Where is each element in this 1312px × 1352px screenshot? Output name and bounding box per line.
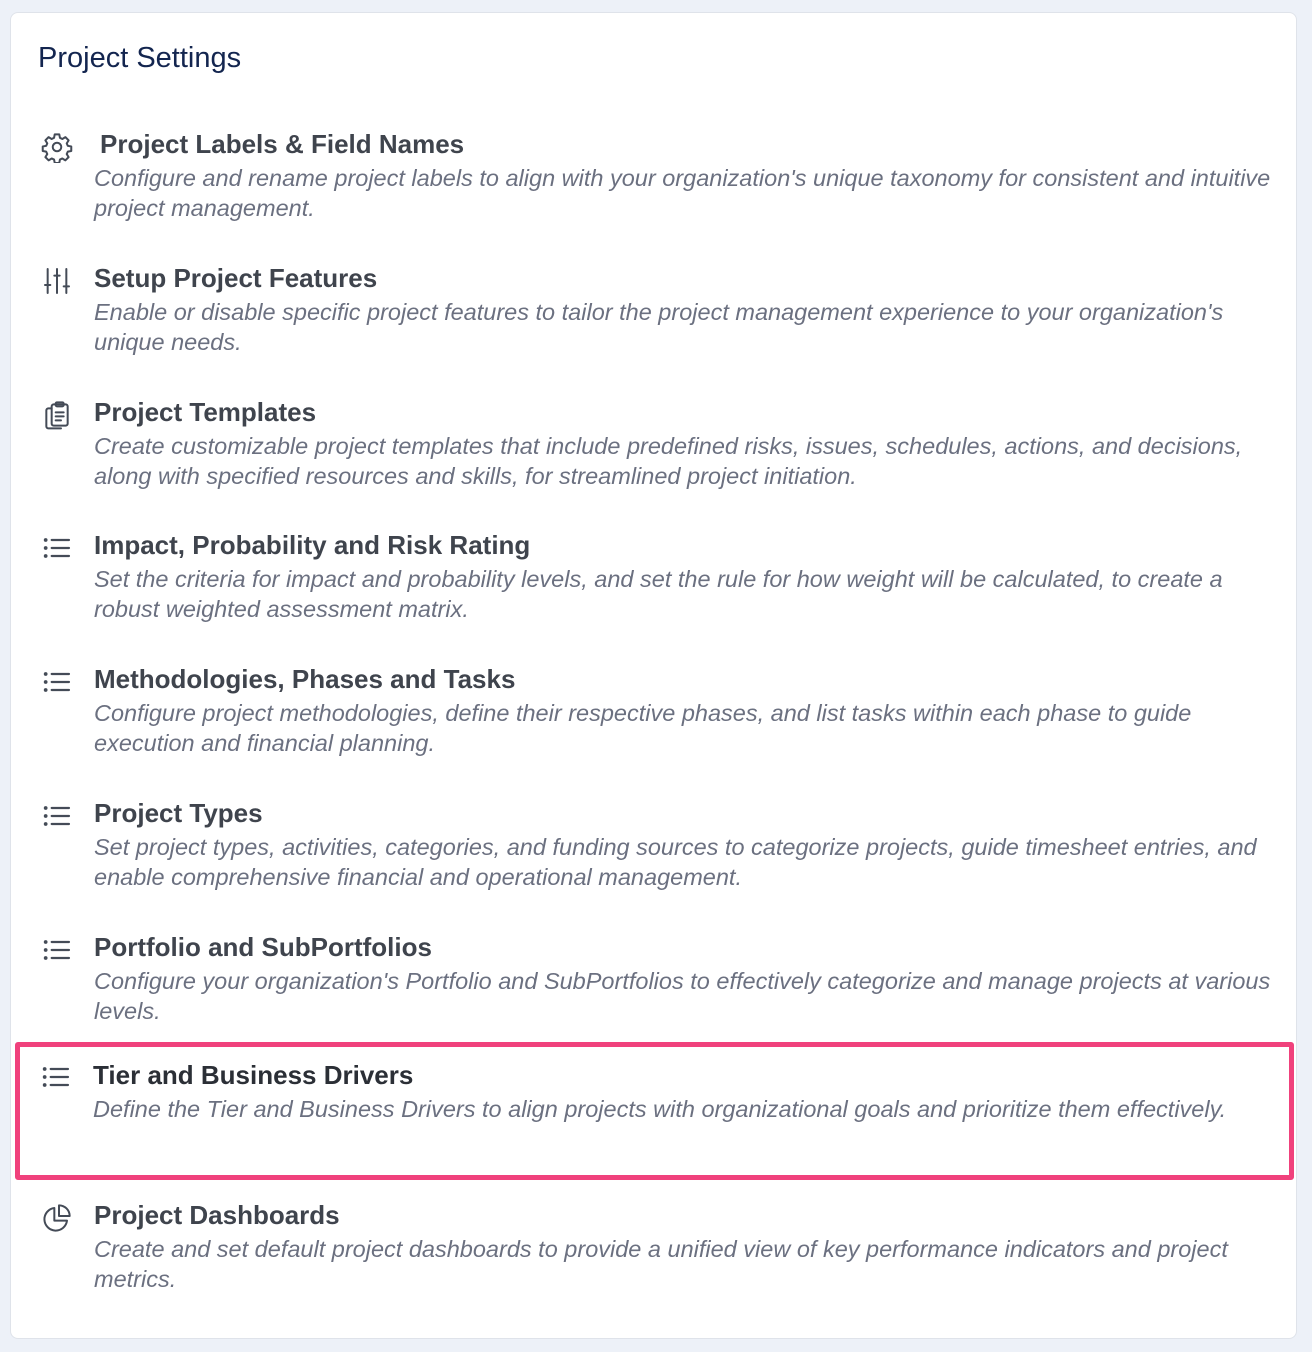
- sliders-icon: [41, 265, 73, 297]
- settings-item-description: Set the criteria for impact and probability levels, and set the rule for how weight will be calculated, to create a robust weighted assessment matrix.: [94, 566, 1223, 622]
- settings-item-title: Project Labels & Field Names: [100, 129, 465, 159]
- settings-item-description: Set project types, activities, categories, and funding sources to categorize projects, guide timesheet entries, and enable comprehensive financial and operational management.: [94, 834, 1257, 890]
- settings-item-title: Impact, Probability and Risk Rating: [94, 530, 531, 560]
- gear-icon: [41, 131, 73, 163]
- settings-item-risk-rating[interactable]: [16, 520, 1292, 654]
- settings-item-tier-business-drivers[interactable]: [15, 1042, 1294, 1180]
- settings-item-title: Portfolio and SubPortfolios: [94, 932, 432, 962]
- settings-item-title: Methodologies, Phases and Tasks: [94, 664, 516, 694]
- settings-item-description: Create customizable project templates that include predefined risks, issues, schedules, actions, and decisions, along with specified resources and skills, for streamlined project initiation.: [94, 433, 1243, 489]
- list-icon: [40, 1061, 72, 1093]
- settings-item-description: Configure your organization's Portfolio and SubPortfolios to effectively categorize and manage projects at various levels.: [94, 968, 1271, 1024]
- settings-item-title: Project Templates: [94, 397, 317, 427]
- page-title: Project Settings: [38, 42, 242, 74]
- settings-item-project-types[interactable]: [16, 788, 1292, 922]
- settings-item-title: Tier and Business Drivers: [93, 1060, 414, 1090]
- list-icon: [41, 532, 73, 564]
- settings-item-description: Configure project methodologies, define their respective phases, and list tasks within each phase to guide execution and financial planning.: [94, 700, 1192, 756]
- pie-chart-icon: [41, 1202, 73, 1234]
- settings-item-title: Setup Project Features: [94, 263, 378, 293]
- settings-item-description: Configure and rename project labels to align with your organization's unique taxonomy for consistent and intuitive project management.: [94, 165, 1271, 221]
- project-settings-card: [10, 12, 1297, 1339]
- settings-item-description: Enable or disable specific project features to tailor the project management experience to your organization's unique needs.: [94, 299, 1224, 355]
- list-icon: [41, 666, 73, 698]
- settings-item-portfolio[interactable]: [16, 922, 1292, 1056]
- settings-item-title: Project Dashboards: [94, 1200, 340, 1230]
- clipboard-icon: [41, 399, 73, 431]
- settings-item-methodologies[interactable]: [16, 654, 1292, 788]
- settings-item-description: Create and set default project dashboards to provide a unified view of key performance indicators and project metrics.: [94, 1236, 1228, 1292]
- settings-item-project-labels[interactable]: [16, 119, 1292, 253]
- settings-item-description: Define the Tier and Business Drivers to align projects with organizational goals and prioritize them effectively.: [93, 1096, 1227, 1122]
- list-icon: [41, 934, 73, 966]
- list-icon: [41, 800, 73, 832]
- settings-item-setup-features[interactable]: [16, 253, 1292, 387]
- settings-item-project-templates[interactable]: [16, 387, 1292, 521]
- settings-item-title: Project Types: [94, 798, 263, 828]
- settings-item-project-dashboards[interactable]: [16, 1190, 1292, 1324]
